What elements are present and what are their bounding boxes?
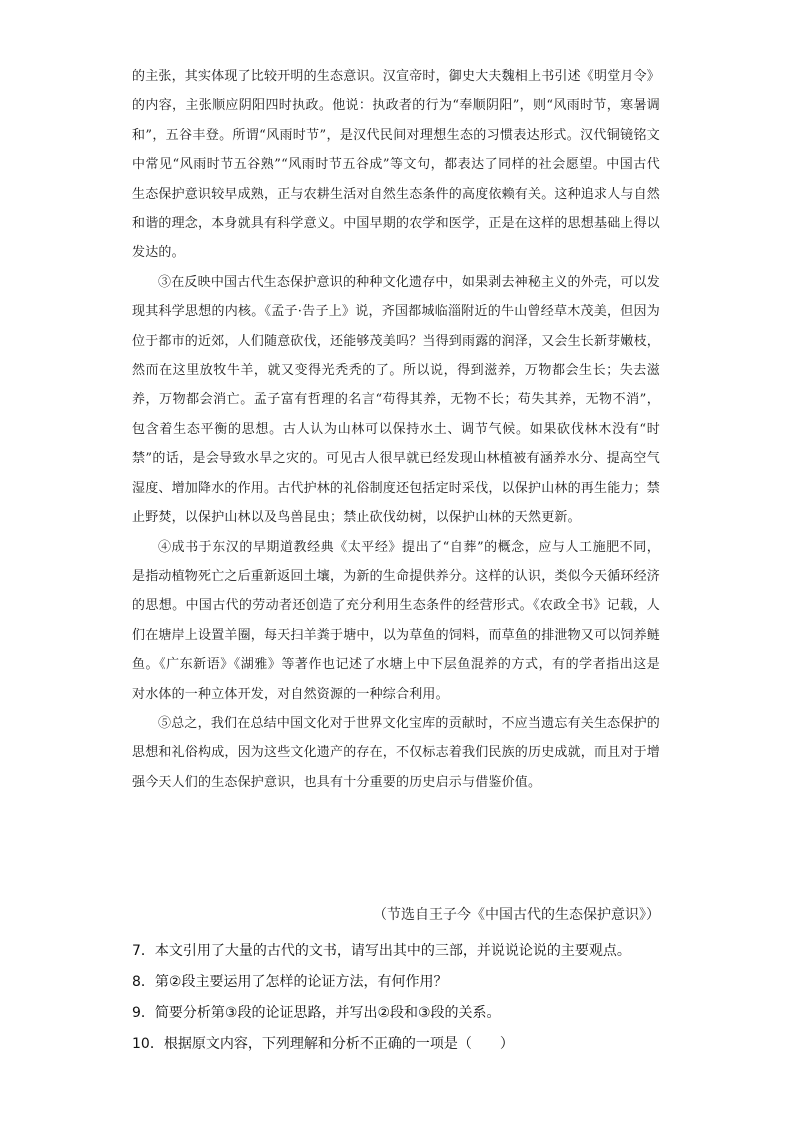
article-paragraph-2-continued: 的主张，其实体现了比较开明的生态意识。汉宣帝时，御史大夫魏相上书引述《明堂月令》的内容，主张顺应阴阳四时执政。他说：执政者的行为“奉顺阴阳”，则“风雨时节，寒暑调和”，五谷丰登。所谓“风雨时节”，是汉代民间对理想生态的习惯表达形式。汉代铜镜铭文中常见“风雨时节五谷熟”“风雨时节五谷成”等文句，都表达了同样的社会愿望。中国古代生态保护意识较早成熟，正与农耕生活对自然生态条件的高度依赖有关。这种追求人与自然和谐的理念，本身就具有科学意义。中国早期的农学和医学，正是在这样的思想基础上得以发达的。 xyxy=(132,69,661,261)
article-body xyxy=(132,62,660,797)
source-citation: （节选自王子今《中国古代的生态保护意识》） xyxy=(373,907,660,923)
question-list xyxy=(132,936,672,1060)
question-7: 7．本文引用了大量的古代的文书，请写出其中的三部，并说说论说的主要观点。 xyxy=(132,943,631,959)
article-paragraph-5: ⑤总之，我们在总结中国文化对于世界文化宝库的贡献时，不应当遗忘有关生态保护的思想和礼俗构成，因为这些文化遗产的存在，不仅标志着我们民族的历史成就，而且对于增强今天人们的生态保护意识，也具有十分重要的历史启示与借鉴价值。 xyxy=(132,715,661,790)
question-10: 10．根据原文内容，下列理解和分析不正确的一项是（ ） xyxy=(132,1036,514,1052)
question-8: 8．第②段主要运用了怎样的论证方法，有何作用？ xyxy=(132,974,448,990)
question-9: 9．简要分析第③段的论证思路，并写出②段和③段的关系。 xyxy=(132,1005,501,1021)
article-paragraph-4: ④成书于东汉的早期道教经典《太平经》提出了“自葬”的概念，应与人工施肥不同，是指动植物死亡之后重新返回土壤，为新的生命提供养分。这样的认识，类似今天循环经济的思想。中国古代的劳动者还创造了充分利用生态条件的经营形式。《农政全书》记载，人们在塘岸上设置羊圈，每天扫羊粪于塘中，以为草鱼的饲料，而草鱼的排泄物又可以饲养鲢鱼。《广东新语》《湖雅》等著作也记述了水塘上中下层鱼混养的方式，有的学者指出这是对水体的一种立体开发，对自然资源的一种综合利用。 xyxy=(132,539,661,702)
article-paragraph-3: ③在反映中国古代生态保护意识的种种文化遗存中，如果剥去神秘主义的外壳，可以发现其科学思想的内核。《孟子·告子上》说，齐国都城临淄附近的牛山曾经草木茂美，但因为位于都市的近郊，人们随意砍伐，还能够茂美吗？当得到雨露的润泽，又会生长新芽嫩枝，然而在这里放牧牛羊，就又变得光秃秃的了。所以说，得到滋养，万物都会生长；失去滋养，万物都会消亡。孟子富有哲理的名言“苟得其养，无物不长；苟失其养，无物不消”，包含着生态平衡的思想。古人认为山林可以保持水土、调节气候。如果砍伐林木没有“时禁”的话，是会导致水旱之灾的。可见古人很早就已经发现山林植被有涵养水分、提高空气湿度、增加降水的作用。古代护林的礼俗制度还包括定时采伐，以保护山林的再生能力；禁止野焚，以保护山林以及鸟兽昆虫；禁止砍伐幼树，以保护山林的天然更新。 xyxy=(132,274,661,526)
